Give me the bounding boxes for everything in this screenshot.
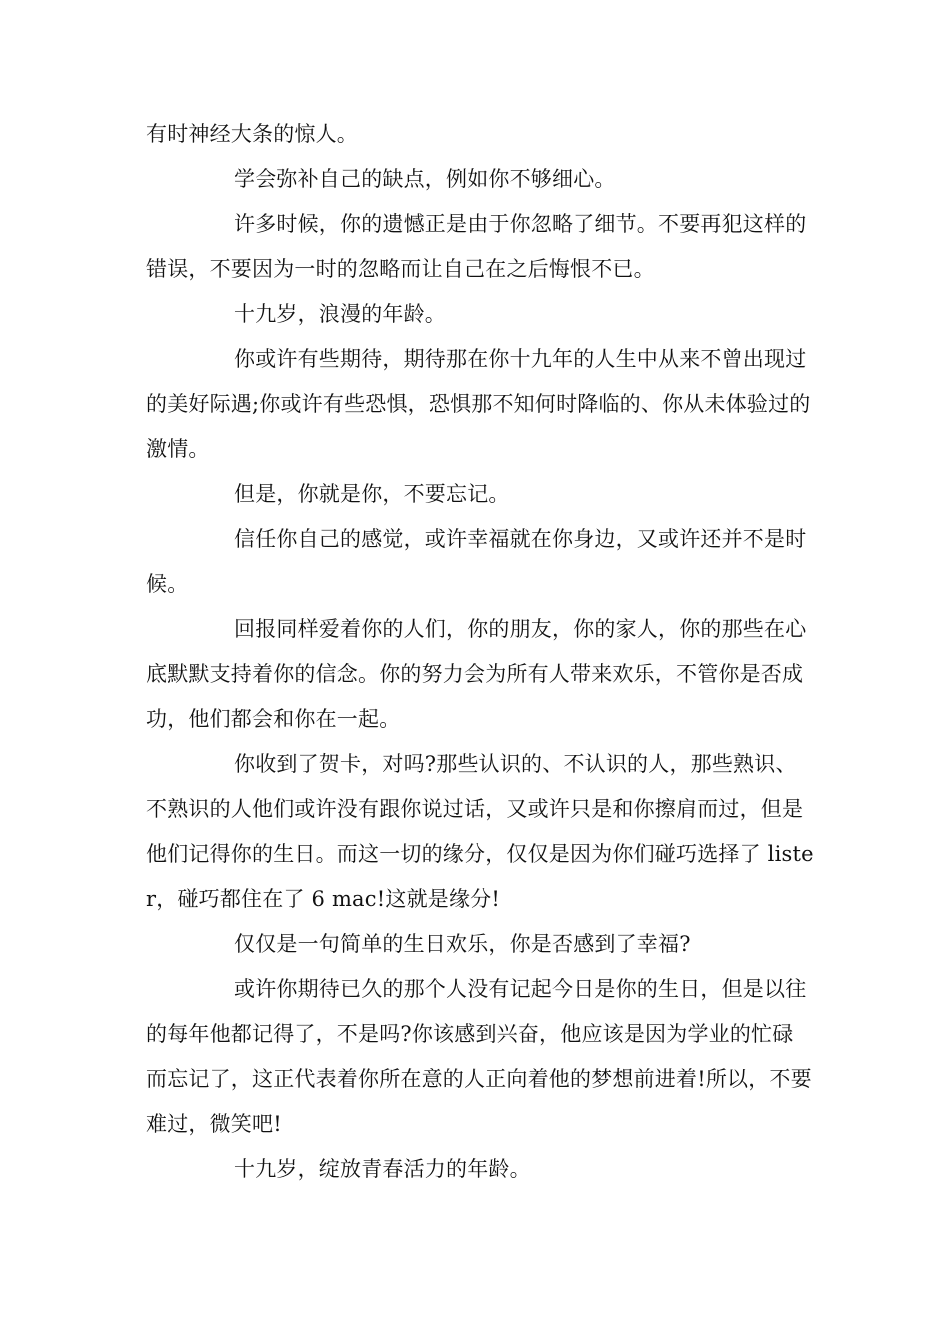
paragraph-11: 或许你期待已久的那个人没有记起今日是你的生日，但是以往的每年他都记得了，不是吗?你该感到兴奋，他应该是因为学业的忙碌而忘记了，这正代表着你所在意的人正向着他的梦想前进着!所以，不要难过，微笑吧! (146, 977, 812, 1136)
paragraph-4: 十九岁，浪漫的年龄。 (234, 302, 446, 326)
paragraph-7: 信任你自己的感觉，或许幸福就在你身边，又或许还并不是时候。 (146, 527, 807, 596)
paragraph-2: 学会弥补自己的缺点，例如你不够细心。 (234, 167, 616, 191)
paragraph-9: 你收到了贺卡，对吗?那些认识的、不认识的人，那些熟识、不熟识的人他们或许没有跟你说过话，又或许只是和你擦肩而过，但是他们记得你的生日。而这一切的缘分，仅仅是因为你们碰巧选择了 lister，碰巧都住在了 6 mac!这就是缘分! (146, 752, 814, 911)
paragraph-1: 有时神经大条的惊人。 (146, 122, 358, 146)
paragraph-8: 回报同样爱着你的人们，你的朋友，你的家人，你的那些在心底默默支持着你的信念。你的努力会为所有人带来欢乐，不管你是否成功，他们都会和你在一起。 (146, 617, 807, 731)
paragraph-3: 许多时候，你的遗憾正是由于你忽略了细节。不要再犯这样的错误，不要因为一时的忽略而让自己在之后悔恨不已。 (146, 212, 807, 281)
paragraph-5: 你或许有些期待，期待那在你十九年的人生中从来不曾出现过的美好际遇;你或许有些恐惧，恐惧那不知何时降临的、你从未体验过的激情。 (146, 347, 811, 461)
paragraph-10: 仅仅是一句简单的生日欢乐，你是否感到了幸福? (234, 932, 691, 956)
paragraph-12: 十九岁，绽放青春活力的年龄。 (234, 1157, 531, 1181)
paragraph-6: 但是，你就是你，不要忘记。 (234, 482, 510, 506)
document-body (146, 112, 814, 1192)
